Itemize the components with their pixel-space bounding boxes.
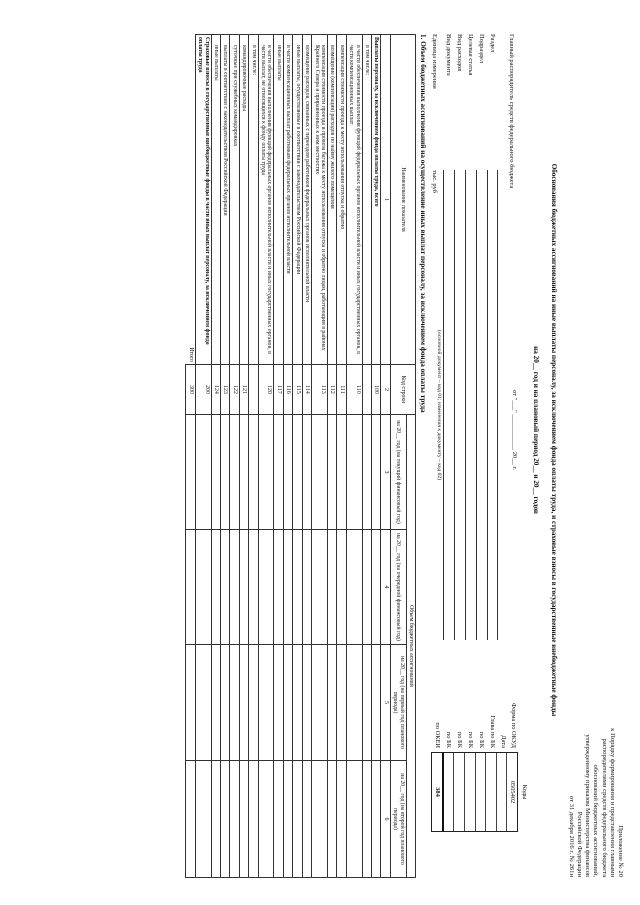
appendix-line: распорядителями средств федерального бюджета [600, 738, 608, 877]
field-label-unit: Единица измерения [431, 34, 438, 89]
row-code: 124 [211, 365, 220, 415]
code-label-date: Дата [500, 735, 507, 748]
index-cell: 4 [381, 530, 390, 645]
row-value-cell [371, 761, 380, 878]
row-value-cell [195, 415, 211, 530]
row-value-cell [249, 645, 258, 761]
row-value-cell [327, 415, 336, 530]
row-value-cell [230, 530, 239, 645]
row-value-cell [312, 530, 328, 645]
row-value-cell [230, 645, 239, 761]
row-label: компенсация стоимости проезда и провоза багажа к месту использования отпуска и обратно лицам, работающим в районах Крайнего Севера и приравненных к ним местностях [312, 35, 328, 365]
total-value [186, 761, 195, 878]
row-value-cell [274, 761, 283, 878]
field-label-expense-type: Вид расходов [456, 34, 463, 72]
row-code: 112 [327, 365, 336, 415]
index-cell: 5 [381, 645, 390, 761]
code-label-bk: по БК [467, 731, 474, 748]
row-value-cell [249, 761, 258, 878]
row-value-cell [258, 761, 274, 878]
row-code: 123 [221, 365, 230, 415]
table-row [258, 35, 274, 878]
header-code: Код строки [390, 365, 415, 415]
table-row [195, 35, 211, 878]
field-label-doc-type: Вид документа [445, 34, 452, 76]
row-value-cell [362, 645, 371, 761]
bk-cell [465, 753, 476, 831]
header-group: Объем бюджетных ассигнований [406, 415, 415, 878]
row-code: 117 [274, 365, 283, 415]
index-cell: 3 [381, 415, 390, 530]
codes-box [431, 752, 518, 832]
row-value-cell [337, 645, 346, 761]
table-row [312, 35, 328, 878]
row-value-cell [211, 530, 220, 645]
row-code: 120 [258, 365, 274, 415]
row-value-cell [195, 761, 211, 878]
table-header-row [406, 35, 415, 878]
row-value-cell [258, 415, 274, 530]
row-value-cell [362, 761, 371, 878]
row-value-cell [362, 415, 371, 530]
table-row [302, 35, 311, 878]
code-label-bk: по БК [445, 731, 452, 748]
code-label-bk: по БК [456, 731, 463, 748]
row-value-cell [195, 530, 211, 645]
row-value-cell [346, 761, 362, 878]
row-label: выплаты в соответствии с законодательством Российской Федерации [221, 35, 230, 365]
appendix-block [567, 728, 624, 877]
row-value-cell [337, 530, 346, 645]
row-label: в части обеспечения выполнения функций федеральных органов исполнительной власти и иных государственных органов, в части выплат, не относящихся к фонду оплаты труда [258, 35, 274, 365]
row-value-cell [346, 530, 362, 645]
row-value-cell [274, 415, 283, 530]
row-code: 200 [195, 365, 211, 415]
bk-cell [444, 753, 455, 831]
row-label: суточные при служебных командировках [230, 35, 239, 365]
bk-cell [476, 753, 487, 831]
row-value-cell [337, 761, 346, 878]
index-cell: 1 [381, 35, 390, 365]
field-label-razdel: Раздел [489, 34, 496, 53]
row-label: возмещение расходов, связанных с переездом работников федеральных органов исполнительной власти [302, 35, 311, 365]
table-row [337, 35, 346, 878]
row-code [249, 365, 258, 415]
doc-type-hint: (основной документ – код 01; изменения к документу – код 02) [436, 330, 442, 481]
row-label: иные выплаты, осуществляемые в соответствии с законодательством Российской Федерации [293, 35, 302, 365]
header-col: на 20__ год (на текущий финансовый год) [390, 415, 406, 530]
row-value-cell [283, 415, 292, 530]
form-code-cell: 0505402 [509, 780, 516, 804]
row-value-cell [274, 530, 283, 645]
row-value-cell [302, 530, 311, 645]
row-value-cell [283, 761, 292, 878]
appendix-line: от 31 декабря 2016 г. № 261н [567, 795, 575, 877]
row-label: Страховые взносы в государственные внебюджетные фонды в части иных выплат персоналу, за исключением фонда оплаты труда [195, 35, 211, 365]
field-line [476, 170, 477, 640]
row-label: в части компенсационных выплат работникам федеральных органов исполнительной власти [283, 35, 292, 365]
row-value-cell [371, 530, 380, 645]
row-code: 115 [293, 365, 302, 415]
table-row [283, 35, 292, 878]
row-value-cell [211, 761, 220, 878]
row-value-cell [371, 415, 380, 530]
row-code: 116 [283, 365, 292, 415]
budget-table [185, 34, 416, 878]
row-code: 122 [230, 365, 239, 415]
table-row [293, 35, 302, 878]
row-value-cell [239, 415, 248, 530]
row-code: 113 [312, 365, 328, 415]
code-label-form: Форма по ОКУД [510, 703, 517, 748]
document-date: от "___" ___________ 20__ г. [511, 390, 518, 470]
row-label: иные выплаты [211, 35, 220, 365]
codes-header: Коды [521, 784, 528, 800]
row-value-cell [283, 530, 292, 645]
row-value-cell [258, 645, 274, 761]
table-index-row [381, 35, 390, 878]
row-value-cell [293, 645, 302, 761]
row-value-cell [211, 645, 220, 761]
row-code: 114 [302, 365, 311, 415]
row-label: командировочные расходы [239, 35, 248, 365]
row-value-cell [327, 761, 336, 878]
unit-value: тыс. руб [431, 170, 438, 193]
row-value-cell [230, 761, 239, 878]
appendix-line: Российской Федерации [575, 811, 583, 877]
table-total-row [186, 35, 195, 878]
row-value-cell [239, 645, 248, 761]
row-label: в части обеспечения выполнения функций федеральных органов исполнительной власти и иных государственных органов, в части компенсационных выплат [346, 35, 362, 365]
appendix-line: Приложение № 20 [617, 825, 624, 877]
row-value-cell [346, 415, 362, 530]
row-label: возмещение (компенсация) расходов по найму жилого помещения [327, 35, 336, 365]
field-line [465, 170, 466, 640]
total-value [186, 530, 195, 645]
header-col: на 20__ год (на второй год планового периода) [390, 761, 406, 878]
row-value-cell [293, 415, 302, 530]
row-value-cell [371, 645, 380, 761]
okei-code-cell: 384 [432, 753, 444, 831]
row-label: Выплаты персоналу, за исключением фонда оплаты труда, всего [371, 35, 380, 365]
row-value-cell [221, 415, 230, 530]
row-value-cell [274, 645, 283, 761]
total-value [186, 415, 195, 530]
row-code: 111 [337, 365, 346, 415]
row-value-cell [221, 761, 230, 878]
bk-cell [454, 753, 465, 831]
row-value-cell [221, 530, 230, 645]
row-value-cell [327, 645, 336, 761]
field-label-target: Целевая статья [467, 34, 474, 76]
header-col: на 20__ год (на очередной финансовый год) [390, 530, 406, 645]
row-label: в том числе: [249, 35, 258, 365]
row-value-cell [312, 415, 328, 530]
table-row [249, 35, 258, 878]
row-value-cell [337, 415, 346, 530]
row-code: 110 [346, 365, 362, 415]
table-body [195, 35, 381, 878]
table-row [371, 35, 380, 878]
row-value-cell [302, 761, 311, 878]
row-value-cell [362, 530, 371, 645]
code-label-bk: по БК [478, 731, 485, 748]
row-value-cell [346, 645, 362, 761]
row-code: 121 [239, 365, 248, 415]
field-line [497, 170, 498, 640]
row-value-cell [293, 530, 302, 645]
total-code: 300 [186, 365, 195, 415]
total-label: Итого [187, 347, 194, 362]
field-label-podrazdel: Подраздел [478, 34, 485, 64]
row-value-cell [195, 645, 211, 761]
row-value-cell [293, 761, 302, 878]
code-label-okei: по ОКЕИ [434, 722, 441, 748]
appendix-line: обоснований бюджетных ассигнований, [592, 764, 600, 877]
row-value-cell [221, 645, 230, 761]
row-value-cell [230, 415, 239, 530]
date-cell [497, 753, 508, 831]
field-line [487, 170, 488, 640]
row-label: компенсация стоимости проезда к месту использования отпуска и обратно [337, 35, 346, 365]
table-row [239, 35, 248, 878]
table-row [346, 35, 362, 878]
row-value-cell [239, 761, 248, 878]
row-code [362, 365, 371, 415]
appendix-line: к Порядку формирования и представления главными [608, 728, 616, 877]
row-value-cell [258, 530, 274, 645]
table-row [230, 35, 239, 878]
section-heading: 1. Объем бюджетных ассигнований на осуществление иных выплат персоналу, за исключением фонда оплаты труда [419, 34, 427, 413]
row-value-cell [312, 645, 328, 761]
field-line [443, 170, 444, 640]
index-cell: 2 [381, 365, 390, 415]
table-row [274, 35, 283, 878]
row-value-cell [239, 530, 248, 645]
code-label-glava: Глава по БК [489, 715, 496, 748]
row-label: в том числе: [362, 35, 371, 365]
row-value-cell [249, 530, 258, 645]
row-value-cell [302, 415, 311, 530]
header-col: на 20__ год (на первый год планового периода) [390, 645, 406, 761]
row-value-cell [327, 530, 336, 645]
appendix-line: утвержденному приказом Министерства финансов [584, 734, 592, 877]
row-value-cell [211, 415, 220, 530]
table-row [221, 35, 230, 878]
row-value-cell [312, 761, 328, 878]
glava-cell [486, 753, 497, 831]
index-cell: 6 [381, 761, 390, 878]
field-line [454, 170, 455, 640]
total-value [186, 645, 195, 761]
table-row [211, 35, 220, 878]
document-period: на 20__ год и на плановый период 20__ и 20__ годов [532, 346, 540, 514]
table-row [327, 35, 336, 878]
row-label: иные выплаты [274, 35, 283, 365]
row-value-cell [283, 645, 292, 761]
table-row [362, 35, 371, 878]
row-value-cell [249, 415, 258, 530]
row-code: 100 [371, 365, 380, 415]
header-name: Наименование показателя [390, 35, 415, 365]
document-title: Обоснования бюджетных ассигнований на иные выплаты персоналу, за исключением фонда оплаты труда, и страховые взносы в государственные внебюджетные фонды [550, 163, 558, 717]
row-value-cell [302, 645, 311, 761]
field-label-grbs: Главный распорядитель средств федерального бюджета [508, 34, 515, 189]
